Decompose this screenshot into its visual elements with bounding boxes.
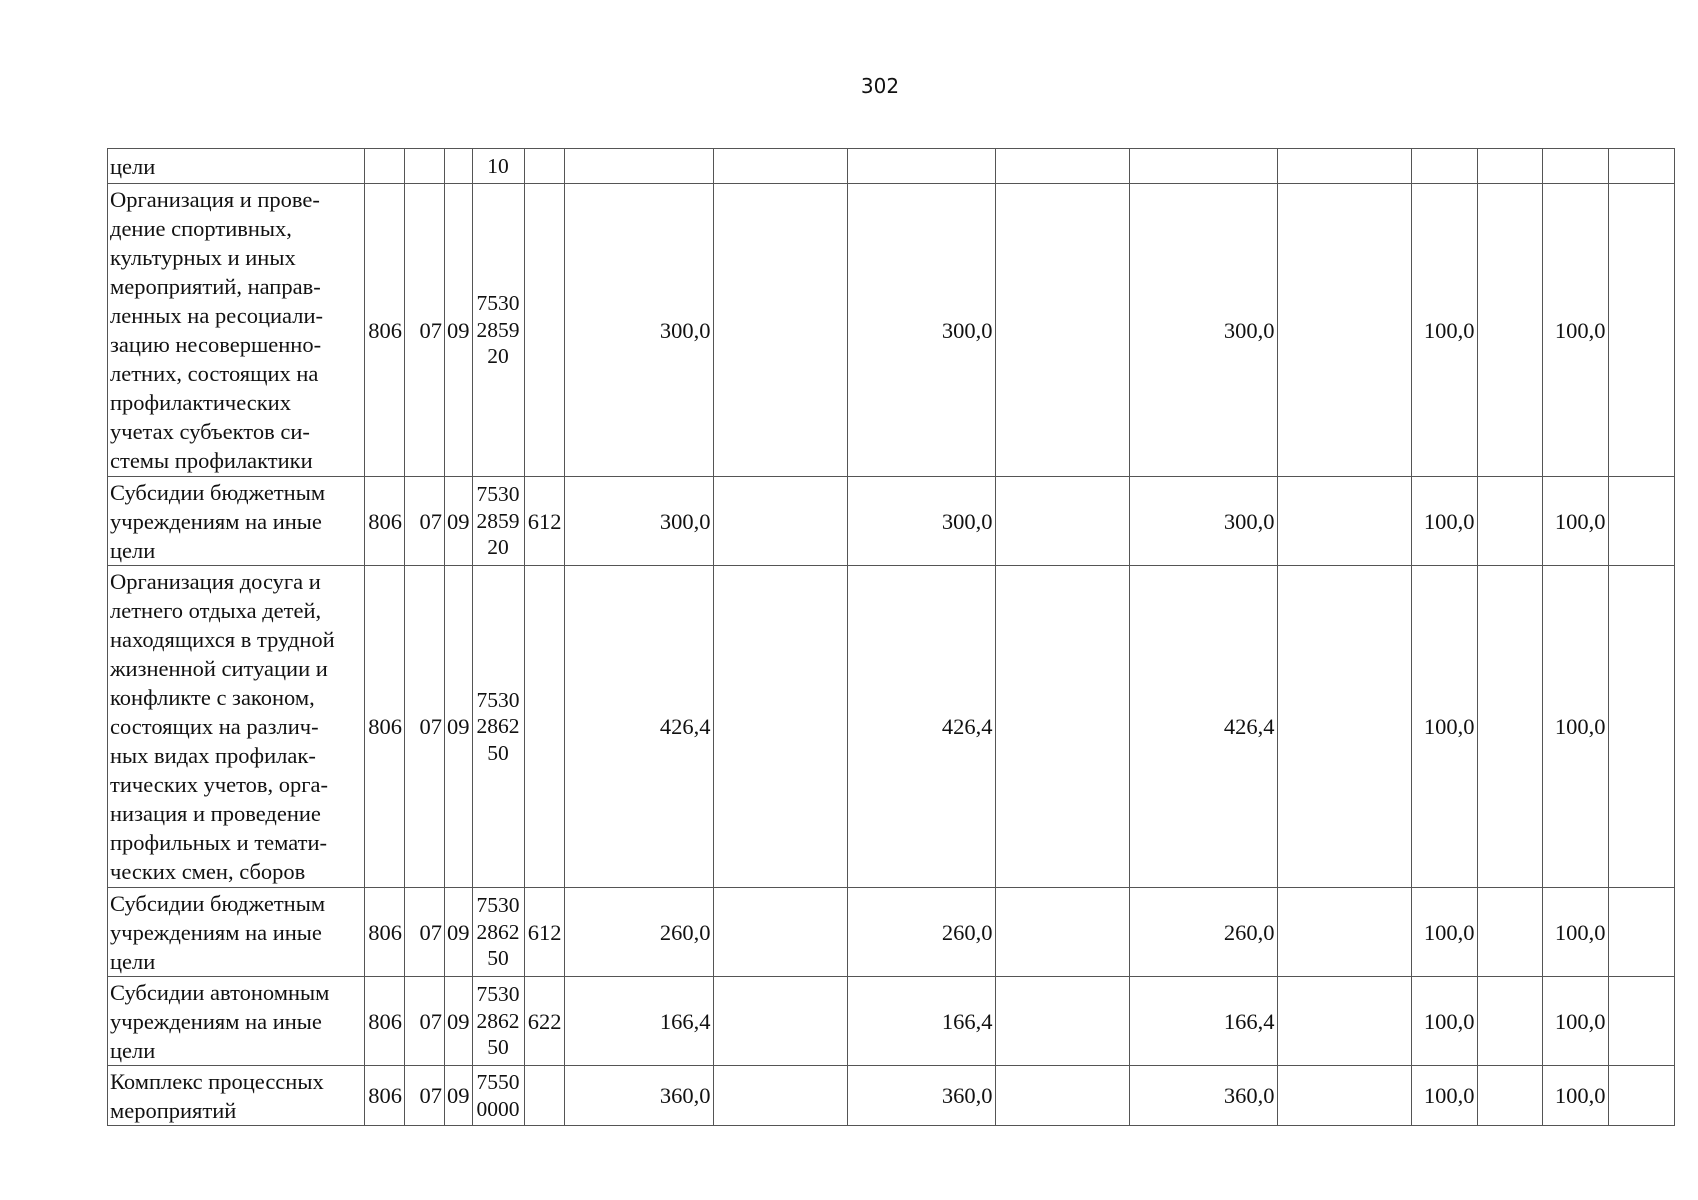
code-section: 07 bbox=[405, 977, 445, 1066]
code-ministry: 806 bbox=[365, 477, 405, 566]
code-section bbox=[405, 149, 445, 184]
empty-cell bbox=[995, 477, 1129, 566]
row-description-line: мероприятий, направ- bbox=[110, 274, 321, 299]
row-description-line: цели bbox=[110, 948, 156, 974]
code-target-article-line: 7530 bbox=[476, 291, 520, 316]
table-row bbox=[108, 477, 1675, 566]
code-expense-type bbox=[524, 1066, 564, 1126]
table-row bbox=[108, 888, 1675, 977]
code-target-article-line: 7550 bbox=[476, 1070, 520, 1094]
code-subsection: 09 bbox=[445, 566, 473, 888]
empty-cell bbox=[713, 888, 847, 977]
value-1: 300,0 bbox=[564, 477, 713, 566]
empty-cell bbox=[1608, 566, 1674, 888]
value-4 bbox=[1277, 184, 1411, 477]
table-body bbox=[108, 149, 1675, 1126]
empty-cell bbox=[1477, 1066, 1542, 1126]
code-subsection: 09 bbox=[445, 184, 473, 477]
budget-table bbox=[107, 148, 1675, 1126]
row-description-line: цели bbox=[110, 537, 156, 563]
row-description-line: мероприятий bbox=[110, 1097, 237, 1123]
value-4 bbox=[1277, 977, 1411, 1066]
code-expense-type: 612 bbox=[524, 888, 564, 977]
empty-cell bbox=[1608, 977, 1674, 1066]
row-description-line: цели bbox=[110, 153, 156, 179]
value-2: 426,4 bbox=[847, 566, 995, 888]
percent-2: 100,0 bbox=[1542, 888, 1608, 977]
code-expense-type bbox=[524, 566, 564, 888]
row-description-line: низация и проведение bbox=[110, 801, 321, 826]
code-expense-type bbox=[524, 184, 564, 477]
code-target-article-line: 7530 bbox=[476, 982, 520, 1007]
code-expense-type bbox=[524, 149, 564, 184]
code-section: 07 bbox=[405, 1066, 445, 1126]
empty-cell bbox=[1608, 477, 1674, 566]
value-2: 300,0 bbox=[847, 477, 995, 566]
percent-2: 100,0 bbox=[1542, 184, 1608, 477]
code-expense-type: 622 bbox=[524, 977, 564, 1066]
percent-1: 100,0 bbox=[1411, 888, 1477, 977]
row-description-line: учреждениям на иные bbox=[110, 1008, 322, 1034]
code-target-article bbox=[472, 888, 524, 977]
value-4 bbox=[1277, 888, 1411, 977]
value-1: 166,4 bbox=[564, 977, 713, 1066]
code-subsection: 09 bbox=[445, 477, 473, 566]
code-target-article-line: 20 bbox=[487, 535, 509, 560]
code-target-article-line: 7530 bbox=[476, 893, 520, 918]
code-target-article-line: 0000 bbox=[476, 1096, 520, 1121]
row-description-line: ленных на ресоциали- bbox=[110, 303, 324, 328]
percent-1: 100,0 bbox=[1411, 184, 1477, 477]
empty-cell bbox=[1477, 977, 1542, 1066]
row-description bbox=[108, 888, 365, 977]
code-target-article-line: 50 bbox=[487, 946, 509, 971]
code-section: 07 bbox=[405, 477, 445, 566]
code-ministry: 806 bbox=[365, 1066, 405, 1126]
value-3: 426,4 bbox=[1129, 566, 1277, 888]
code-subsection: 09 bbox=[445, 1066, 473, 1126]
code-target-article bbox=[472, 977, 524, 1066]
row-description-line: учреждениям на иные bbox=[110, 508, 322, 534]
row-description-line: летних, состоящих на bbox=[110, 361, 319, 386]
code-subsection: 09 bbox=[445, 977, 473, 1066]
empty-cell bbox=[1477, 477, 1542, 566]
percent-1: 100,0 bbox=[1411, 977, 1477, 1066]
row-description-line: стемы профилактики bbox=[110, 448, 313, 473]
value-3 bbox=[1129, 149, 1277, 184]
row-description-line: дение спортивных, bbox=[110, 216, 292, 241]
code-subsection: 09 bbox=[445, 888, 473, 977]
table-row bbox=[108, 149, 1675, 184]
code-ministry: 806 bbox=[365, 977, 405, 1066]
row-description-line: профильных и темати- bbox=[110, 830, 328, 855]
empty-cell bbox=[713, 477, 847, 566]
value-4 bbox=[1277, 477, 1411, 566]
table-row bbox=[108, 977, 1675, 1066]
value-4 bbox=[1277, 566, 1411, 888]
empty-cell bbox=[995, 566, 1129, 888]
empty-cell bbox=[1608, 1066, 1674, 1126]
row-description-line: цели bbox=[110, 1037, 156, 1063]
row-description bbox=[108, 977, 365, 1066]
code-target-article bbox=[472, 566, 524, 888]
row-description-line: ных видах профилак- bbox=[110, 743, 316, 768]
percent-2: 100,0 bbox=[1542, 977, 1608, 1066]
code-target-article-line: 50 bbox=[487, 740, 509, 765]
row-description bbox=[108, 1066, 365, 1126]
percent-2: 100,0 bbox=[1542, 477, 1608, 566]
value-2 bbox=[847, 149, 995, 184]
empty-cell bbox=[1477, 184, 1542, 477]
empty-cell bbox=[713, 184, 847, 477]
row-description-line: ческих смен, сборов bbox=[110, 859, 306, 884]
empty-cell bbox=[995, 184, 1129, 477]
empty-cell bbox=[1477, 566, 1542, 888]
table-row bbox=[108, 184, 1675, 477]
table-row bbox=[108, 1066, 1675, 1126]
row-description-line: Субсидии автономным bbox=[110, 979, 330, 1005]
row-description-line: Субсидии бюджетным bbox=[110, 479, 326, 505]
value-2: 166,4 bbox=[847, 977, 995, 1066]
percent-1: 100,0 bbox=[1411, 566, 1477, 888]
percent-1: 100,0 bbox=[1411, 477, 1477, 566]
value-2: 260,0 bbox=[847, 888, 995, 977]
value-2: 360,0 bbox=[847, 1066, 995, 1126]
row-description-line: находящихся в трудной bbox=[110, 627, 335, 652]
code-ministry: 806 bbox=[365, 888, 405, 977]
code-target-article-line: 2862 bbox=[476, 714, 520, 739]
code-section: 07 bbox=[405, 566, 445, 888]
value-1: 360,0 bbox=[564, 1066, 713, 1126]
value-3: 360,0 bbox=[1129, 1066, 1277, 1126]
row-description bbox=[108, 566, 365, 888]
code-target-article bbox=[472, 477, 524, 566]
value-1: 300,0 bbox=[564, 184, 713, 477]
code-target-article bbox=[472, 184, 524, 477]
value-1: 260,0 bbox=[564, 888, 713, 977]
code-expense-type: 612 bbox=[524, 477, 564, 566]
value-4 bbox=[1277, 149, 1411, 184]
empty-cell bbox=[1608, 184, 1674, 477]
code-target-article-line: 7530 bbox=[476, 687, 520, 712]
row-description bbox=[108, 477, 365, 566]
value-1 bbox=[564, 149, 713, 184]
row-description-line: Субсидии бюджетным bbox=[110, 890, 326, 916]
table-row bbox=[108, 566, 1675, 888]
empty-cell bbox=[1608, 888, 1674, 977]
empty-cell bbox=[1477, 888, 1542, 977]
row-description-line: профилактических bbox=[110, 390, 291, 415]
code-ministry: 806 bbox=[365, 566, 405, 888]
code-target-article-line: 2862 bbox=[476, 919, 520, 944]
code-target-article-line: 2859 bbox=[476, 317, 520, 342]
row-description-line: жизненной ситуации и bbox=[110, 656, 328, 681]
code-target-article-line: 10 bbox=[487, 153, 509, 178]
empty-cell bbox=[1477, 149, 1542, 184]
row-description-line: Комплекс процессных bbox=[110, 1068, 324, 1094]
empty-cell bbox=[995, 149, 1129, 184]
row-description-line: зацию несовершенно- bbox=[110, 332, 322, 357]
code-target-article-line: 2859 bbox=[476, 508, 520, 533]
value-3: 260,0 bbox=[1129, 888, 1277, 977]
code-target-article-line: 50 bbox=[487, 1035, 509, 1060]
row-description-line: Организация и прове- bbox=[110, 187, 320, 212]
value-4 bbox=[1277, 1066, 1411, 1126]
empty-cell bbox=[713, 977, 847, 1066]
row-description-line: конфликте с законом, bbox=[110, 685, 315, 710]
row-description-line: тических учетов, орга- bbox=[110, 772, 328, 797]
row-description-line: учреждениям на иные bbox=[110, 919, 322, 945]
code-section: 07 bbox=[405, 184, 445, 477]
empty-cell bbox=[995, 977, 1129, 1066]
row-description bbox=[108, 149, 365, 184]
empty-cell bbox=[713, 1066, 847, 1126]
empty-cell bbox=[713, 566, 847, 888]
value-1: 426,4 bbox=[564, 566, 713, 888]
code-ministry: 806 bbox=[365, 184, 405, 477]
row-description-line: Организация досуга и bbox=[110, 569, 321, 594]
value-3: 166,4 bbox=[1129, 977, 1277, 1066]
percent-2: 100,0 bbox=[1542, 566, 1608, 888]
code-target-article-line: 2862 bbox=[476, 1008, 520, 1033]
row-description-line: летнего отдыха детей, bbox=[110, 598, 322, 623]
percent-2 bbox=[1542, 149, 1608, 184]
value-2: 300,0 bbox=[847, 184, 995, 477]
code-target-article-line: 7530 bbox=[476, 482, 520, 507]
code-target-article-line: 20 bbox=[487, 344, 509, 369]
empty-cell bbox=[995, 1066, 1129, 1126]
row-description-line: состоящих на различ- bbox=[110, 714, 319, 739]
empty-cell bbox=[713, 149, 847, 184]
empty-cell bbox=[1608, 149, 1674, 184]
code-ministry bbox=[365, 149, 405, 184]
value-3: 300,0 bbox=[1129, 477, 1277, 566]
code-subsection bbox=[445, 149, 473, 184]
code-target-article bbox=[472, 1066, 524, 1126]
code-target-article bbox=[472, 149, 524, 184]
row-description-line: учетах субъектов си- bbox=[110, 419, 310, 444]
percent-1: 100,0 bbox=[1411, 1066, 1477, 1126]
code-section: 07 bbox=[405, 888, 445, 977]
empty-cell bbox=[995, 888, 1129, 977]
percent-2: 100,0 bbox=[1542, 1066, 1608, 1126]
row-description-line: культурных и иных bbox=[110, 245, 296, 270]
value-3: 300,0 bbox=[1129, 184, 1277, 477]
row-description bbox=[108, 184, 365, 477]
percent-1 bbox=[1411, 149, 1477, 184]
page-number: 302 bbox=[860, 74, 900, 98]
